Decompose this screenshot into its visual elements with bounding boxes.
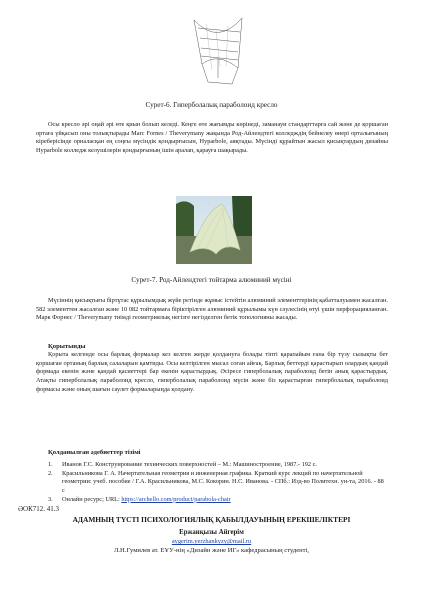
reference-text: Онлайн ресурс; URL: (62, 495, 122, 503)
hyperbolic-paraboloid-chair-photo (188, 8, 248, 88)
paragraph-sculpture: Мүсіннің қисықтығы біртұтас құрылымдық жүйе ретінде жұмыс істейтін алюминий элементтерінің қабатталуымен жасалған. 582 элементтен жасалған және 10 082 тойтармаға біріктірілген алюминий құрылымы күн сәулесінің өтуі үшін перфорацияланған. Марк Форнес / Theverymany тиімді геометриялық негізге негізделген бетік топологияны жасады. (36, 297, 388, 322)
conclusion-paragraph: Қорыта келгенде осы барлық формалар кез келген жерде қолдануға болады тіпті қарапайым ғана бір түзу сызықты бет қоршаған ортаның барлық салаларын қамтиды. Осы келтірілген мысал соған айғақ. Барлық беттерді қарастырып олардың қандай формада екенін және қандай қасиеттері бар екенін қарастырдық. Әсіресе гиперболалық параболоид бетін анық қарастырдық. Атақты гиперболалық параболоид кресло, гиперболалық параболоид мүсін және біз қарастырған гиперболалық параболоид формасы және оның шағын саулет формаларыңда қолдану. (36, 351, 388, 393)
reference-number: 1. (48, 461, 53, 468)
udk-code: ӘОК712. 41.3 (18, 505, 60, 513)
figure-2-caption: Сурет-7. Род-Айлендтегі тойтарма алюминий мүсіні (131, 276, 292, 284)
figure-1-caption: Сурет-6. Гиперболалық параболоид кресло (145, 101, 278, 109)
author-affiliation: Л.Н.Гумилев ат. ЕҰУ-нің «Дизайн және ИГ» кафедрасының студенті, (113, 547, 310, 554)
reference-item (36, 496, 388, 505)
reference-text: Иванов Г.С. Конструирование технических поверхностей – М.: Машиностроение, 1987.- 192 с. (62, 461, 317, 468)
reference-number: 3. (48, 495, 53, 503)
reference-number: 2. (48, 469, 53, 477)
reference-text: Красильникова Г. А. Начертательная геометрия и инженерная графика. Краткий курс лекций по начертательной геометрии: учеб. пособие / Г.А. Красильникова, М.С. Кокорин. Н.С. Иванова. - СПб.: Изд-во Политехн. ун-та, 2016. - 88 с (62, 469, 384, 495)
aluminum-sculpture-photo (176, 196, 252, 264)
author-email-link[interactable]: aygerim.yerzhankyzy@mail.ru (171, 538, 252, 545)
author-email-line (0, 538, 423, 546)
reference-item (36, 461, 388, 470)
article-title: АДАМНЫҢ ТҮСТІ ПСИХОЛОГИЯЛЫҚ ҚАБЫЛДАУЫНЫҢ ЕРЕКШЕЛІКТЕРІ (72, 515, 351, 524)
references-list (36, 461, 388, 505)
reference-item (36, 470, 388, 496)
conclusion-heading: Қорытынды (48, 343, 86, 350)
reference-link[interactable]: https://archello.com/product/parabola-chair (121, 495, 231, 503)
paragraph-chair: Осы кресло әрі оңай әрі өте қиын болып келеді. Кеңге өте жағымды көрінеді, заманауи стандарттарға сай және де қоршаған ортаға үйқасып оны толықтырады Marc Fornes / Theverymany жақында Род-Айлендтегі колледждің бейнелеу өнері орталығының кіреберісінде орналасқан ең соңғы мүсіндік қондырғысын, Hyparbole, аяқтады. Мүсінді құрайтын жасыл қисықтардың дизайны Hyparbole колледж келушілерін қондырғының ішін аралап, қарауға шақырады. (36, 121, 388, 155)
references-heading: Қолданылған әдебиеттер тізімі (48, 449, 141, 456)
author-name: Ержанқызы Айгерім (179, 529, 244, 536)
